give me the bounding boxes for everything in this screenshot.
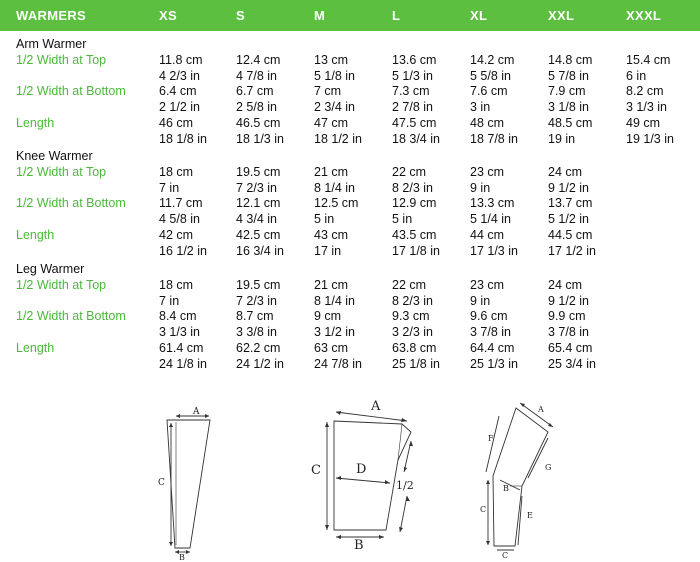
header-size-s: S xyxy=(236,8,245,23)
cell-value-cm: 65.4 cm xyxy=(548,341,593,355)
header-size-xs: XS xyxy=(159,8,177,23)
cell-value-cm: 49 cm xyxy=(626,116,661,130)
cell-value-in: 5 7/8 in xyxy=(548,69,590,83)
cell-value-in: 9 in xyxy=(470,294,491,308)
cell-value-cm: 22 cm xyxy=(392,165,427,179)
knee-warmer-outline xyxy=(334,421,411,530)
row-label: Length xyxy=(16,341,55,355)
cell-value-in: 18 1/2 in xyxy=(314,132,362,146)
cell-value-cm: 23 cm xyxy=(470,278,505,292)
cell-value-in: 5 1/8 in xyxy=(314,69,356,83)
row-label: 1/2 Width at Top xyxy=(16,165,107,179)
cell-value-in: 3 1/8 in xyxy=(548,100,590,114)
cell-value-cm: 47.5 cm xyxy=(392,116,437,130)
dimension-arrowheads xyxy=(169,403,553,554)
cell-value-cm: 42 cm xyxy=(159,228,194,242)
cell-value-in: 5 1/4 in xyxy=(470,212,512,226)
knee-label-c: C xyxy=(311,463,321,478)
cell-value-cm: 9 cm xyxy=(314,309,342,323)
knee-label-d: D xyxy=(356,462,367,477)
cell-value-cm: 7.3 cm xyxy=(392,84,430,98)
cell-value-in: 7 in xyxy=(159,181,180,195)
cell-value-in: 24 1/8 in xyxy=(159,357,207,371)
cell-value-in: 3 7/8 in xyxy=(470,325,512,339)
cell-value-in: 7 2/3 in xyxy=(236,294,278,308)
cell-value-in: 17 1/3 in xyxy=(470,244,518,258)
row-label: 1/2 Width at Bottom xyxy=(16,84,126,98)
cell-value-in: 5 1/2 in xyxy=(548,212,590,226)
cell-value-in: 5 1/3 in xyxy=(392,69,434,83)
arm-label-b: B xyxy=(179,553,185,562)
leg-warmer-diagram xyxy=(486,403,553,550)
row-label: 1/2 Width at Bottom xyxy=(16,309,126,323)
cell-value-in: 8 2/3 in xyxy=(392,294,434,308)
cell-value-in: 19 1/3 in xyxy=(626,132,674,146)
cell-value-in: 3 in xyxy=(470,100,491,114)
cell-value-in: 3 1/3 in xyxy=(159,325,201,339)
cell-value-in: 9 1/2 in xyxy=(548,294,590,308)
cell-value-in: 17 1/2 in xyxy=(548,244,596,258)
section-title: Knee Warmer xyxy=(16,149,93,163)
cell-value-cm: 8.2 cm xyxy=(626,84,664,98)
cell-value-cm: 24 cm xyxy=(548,278,583,292)
knee-label-half: 1/2 xyxy=(396,479,414,492)
cell-value-cm: 63 cm xyxy=(314,341,349,355)
cell-value-cm: 6.7 cm xyxy=(236,84,274,98)
cell-value-cm: 19.5 cm xyxy=(236,165,281,179)
knee-warmer-diagram xyxy=(327,412,411,537)
cell-value-in: 4 3/4 in xyxy=(236,212,278,226)
cell-value-cm: 7 cm xyxy=(314,84,342,98)
cell-value-cm: 9.3 cm xyxy=(392,309,430,323)
cell-value-cm: 42.5 cm xyxy=(236,228,281,242)
row-label: 1/2 Width at Top xyxy=(16,53,107,67)
cell-value-cm: 15.4 cm xyxy=(626,53,671,67)
cell-value-cm: 48.5 cm xyxy=(548,116,593,130)
header-size-m: M xyxy=(314,8,326,23)
cell-value-in: 3 7/8 in xyxy=(548,325,590,339)
cell-value-in: 9 in xyxy=(470,181,491,195)
cell-value-in: 3 2/3 in xyxy=(392,325,434,339)
cell-value-cm: 43 cm xyxy=(314,228,349,242)
cell-value-cm: 12.5 cm xyxy=(314,196,359,210)
leg-warmer-outline xyxy=(493,408,548,546)
leg-dim-g xyxy=(528,438,548,478)
arm-label-a: A xyxy=(193,407,200,417)
leg-label-c-side: C xyxy=(480,505,487,514)
cell-value-cm: 14.2 cm xyxy=(470,53,515,67)
cell-value-cm: 21 cm xyxy=(314,165,349,179)
cell-value-cm: 23 cm xyxy=(470,165,505,179)
cell-value-cm: 47 cm xyxy=(314,116,349,130)
cell-value-in: 3 3/8 in xyxy=(236,325,278,339)
cell-value-in: 9 1/2 in xyxy=(548,181,590,195)
cell-value-cm: 7.9 cm xyxy=(548,84,586,98)
cell-value-cm: 13.3 cm xyxy=(470,196,515,210)
cell-value-in: 7 in xyxy=(159,294,180,308)
leg-label-a: A xyxy=(538,405,544,414)
cell-value-in: 25 1/8 in xyxy=(392,357,440,371)
cell-value-in: 19 in xyxy=(548,132,576,146)
section-title: Arm Warmer xyxy=(16,37,87,51)
section-title: Leg Warmer xyxy=(16,262,85,276)
cell-value-cm: 21 cm xyxy=(314,278,349,292)
cell-value-cm: 9.6 cm xyxy=(470,309,508,323)
cell-value-cm: 7.6 cm xyxy=(470,84,508,98)
arm-warmer-outline xyxy=(167,420,210,548)
cell-value-cm: 46.5 cm xyxy=(236,116,281,130)
cell-value-in: 2 1/2 in xyxy=(159,100,201,114)
leg-label-f: F xyxy=(488,434,494,443)
arm-label-c: C xyxy=(158,478,165,488)
cell-value-in: 4 5/8 in xyxy=(159,212,201,226)
cell-value-cm: 11.7 cm xyxy=(159,196,203,210)
cell-value-cm: 44 cm xyxy=(470,228,505,242)
row-label: Length xyxy=(16,228,55,242)
cell-value-cm: 8.4 cm xyxy=(159,309,197,323)
cell-value-cm: 43.5 cm xyxy=(392,228,437,242)
cell-value-in: 3 1/2 in xyxy=(314,325,356,339)
cell-value-in: 8 1/4 in xyxy=(314,294,356,308)
cell-value-in: 16 3/4 in xyxy=(236,244,284,258)
cell-value-cm: 14.8 cm xyxy=(548,53,593,67)
header-size-xxl: XXL xyxy=(548,8,575,23)
cell-value-cm: 64.4 cm xyxy=(470,341,515,355)
cell-value-cm: 46 cm xyxy=(159,116,194,130)
cell-value-cm: 63.8 cm xyxy=(392,341,437,355)
cell-value-in: 5 in xyxy=(392,212,413,226)
knee-dim-half-lower xyxy=(400,496,407,532)
cell-value-in: 2 5/8 in xyxy=(236,100,278,114)
cell-value-cm: 13.6 cm xyxy=(392,53,437,67)
cell-value-cm: 8.7 cm xyxy=(236,309,274,323)
cell-value-in: 18 1/8 in xyxy=(159,132,207,146)
cell-value-in: 25 1/3 in xyxy=(470,357,518,371)
arm-warmer-diagram xyxy=(167,416,210,552)
row-label: 1/2 Width at Top xyxy=(16,278,107,292)
cell-value-cm: 13 cm xyxy=(314,53,349,67)
cell-value-in: 8 1/4 in xyxy=(314,181,356,195)
cell-value-cm: 44.5 cm xyxy=(548,228,593,242)
header-size-l: L xyxy=(392,8,401,23)
cell-value-cm: 6.4 cm xyxy=(159,84,197,98)
row-label: Length xyxy=(16,116,55,130)
cell-value-in: 4 2/3 in xyxy=(159,69,201,83)
header-size-xl: XL xyxy=(470,8,488,23)
cell-value-in: 18 7/8 in xyxy=(470,132,518,146)
cell-value-cm: 18 cm xyxy=(159,165,194,179)
cell-value-in: 5 in xyxy=(314,212,335,226)
cell-value-cm: 62.2 cm xyxy=(236,341,281,355)
cell-value-in: 17 1/8 in xyxy=(392,244,440,258)
cell-value-in: 8 2/3 in xyxy=(392,181,434,195)
cell-value-in: 17 in xyxy=(314,244,342,258)
cell-value-in: 7 2/3 in xyxy=(236,181,278,195)
cell-value-cm: 61.4 cm xyxy=(159,341,204,355)
leg-label-e: E xyxy=(527,511,533,520)
cell-value-cm: 13.7 cm xyxy=(548,196,593,210)
knee-warmer-fold xyxy=(398,424,402,460)
cell-value-cm: 9.9 cm xyxy=(548,309,586,323)
cell-value-cm: 18 cm xyxy=(159,278,194,292)
leg-label-g: G xyxy=(545,463,552,472)
row-label: 1/2 Width at Bottom xyxy=(16,196,126,210)
cell-value-cm: 19.5 cm xyxy=(236,278,281,292)
cell-value-in: 18 3/4 in xyxy=(392,132,440,146)
cell-value-in: 4 7/8 in xyxy=(236,69,278,83)
knee-label-b: B xyxy=(354,538,364,553)
leg-label-b: B xyxy=(503,484,509,493)
knee-dim-d xyxy=(336,478,390,483)
cell-value-cm: 22 cm xyxy=(392,278,427,292)
header-category: WARMERS xyxy=(16,8,86,23)
cell-value-cm: 48 cm xyxy=(470,116,505,130)
cell-value-in: 25 3/4 in xyxy=(548,357,596,371)
cell-value-in: 5 5/8 in xyxy=(470,69,512,83)
knee-label-a: A xyxy=(371,399,381,414)
cell-value-cm: 12.4 cm xyxy=(236,53,281,67)
cell-value-in: 18 1/3 in xyxy=(236,132,284,146)
cell-value-in: 6 in xyxy=(626,69,647,83)
cell-value-in: 24 1/2 in xyxy=(236,357,284,371)
leg-label-c-bottom: C xyxy=(502,551,509,560)
cell-value-in: 24 7/8 in xyxy=(314,357,362,371)
cell-value-cm: 12.1 cm xyxy=(236,196,281,210)
header-size-xxxl: XXXL xyxy=(626,8,662,23)
cell-value-in: 2 3/4 in xyxy=(314,100,356,114)
cell-value-in: 3 1/3 in xyxy=(626,100,668,114)
cell-value-cm: 11.8 cm xyxy=(159,53,203,67)
cell-value-in: 16 1/2 in xyxy=(159,244,207,258)
cell-value-cm: 12.9 cm xyxy=(392,196,437,210)
cell-value-cm: 24 cm xyxy=(548,165,583,179)
cell-value-in: 2 7/8 in xyxy=(392,100,434,114)
